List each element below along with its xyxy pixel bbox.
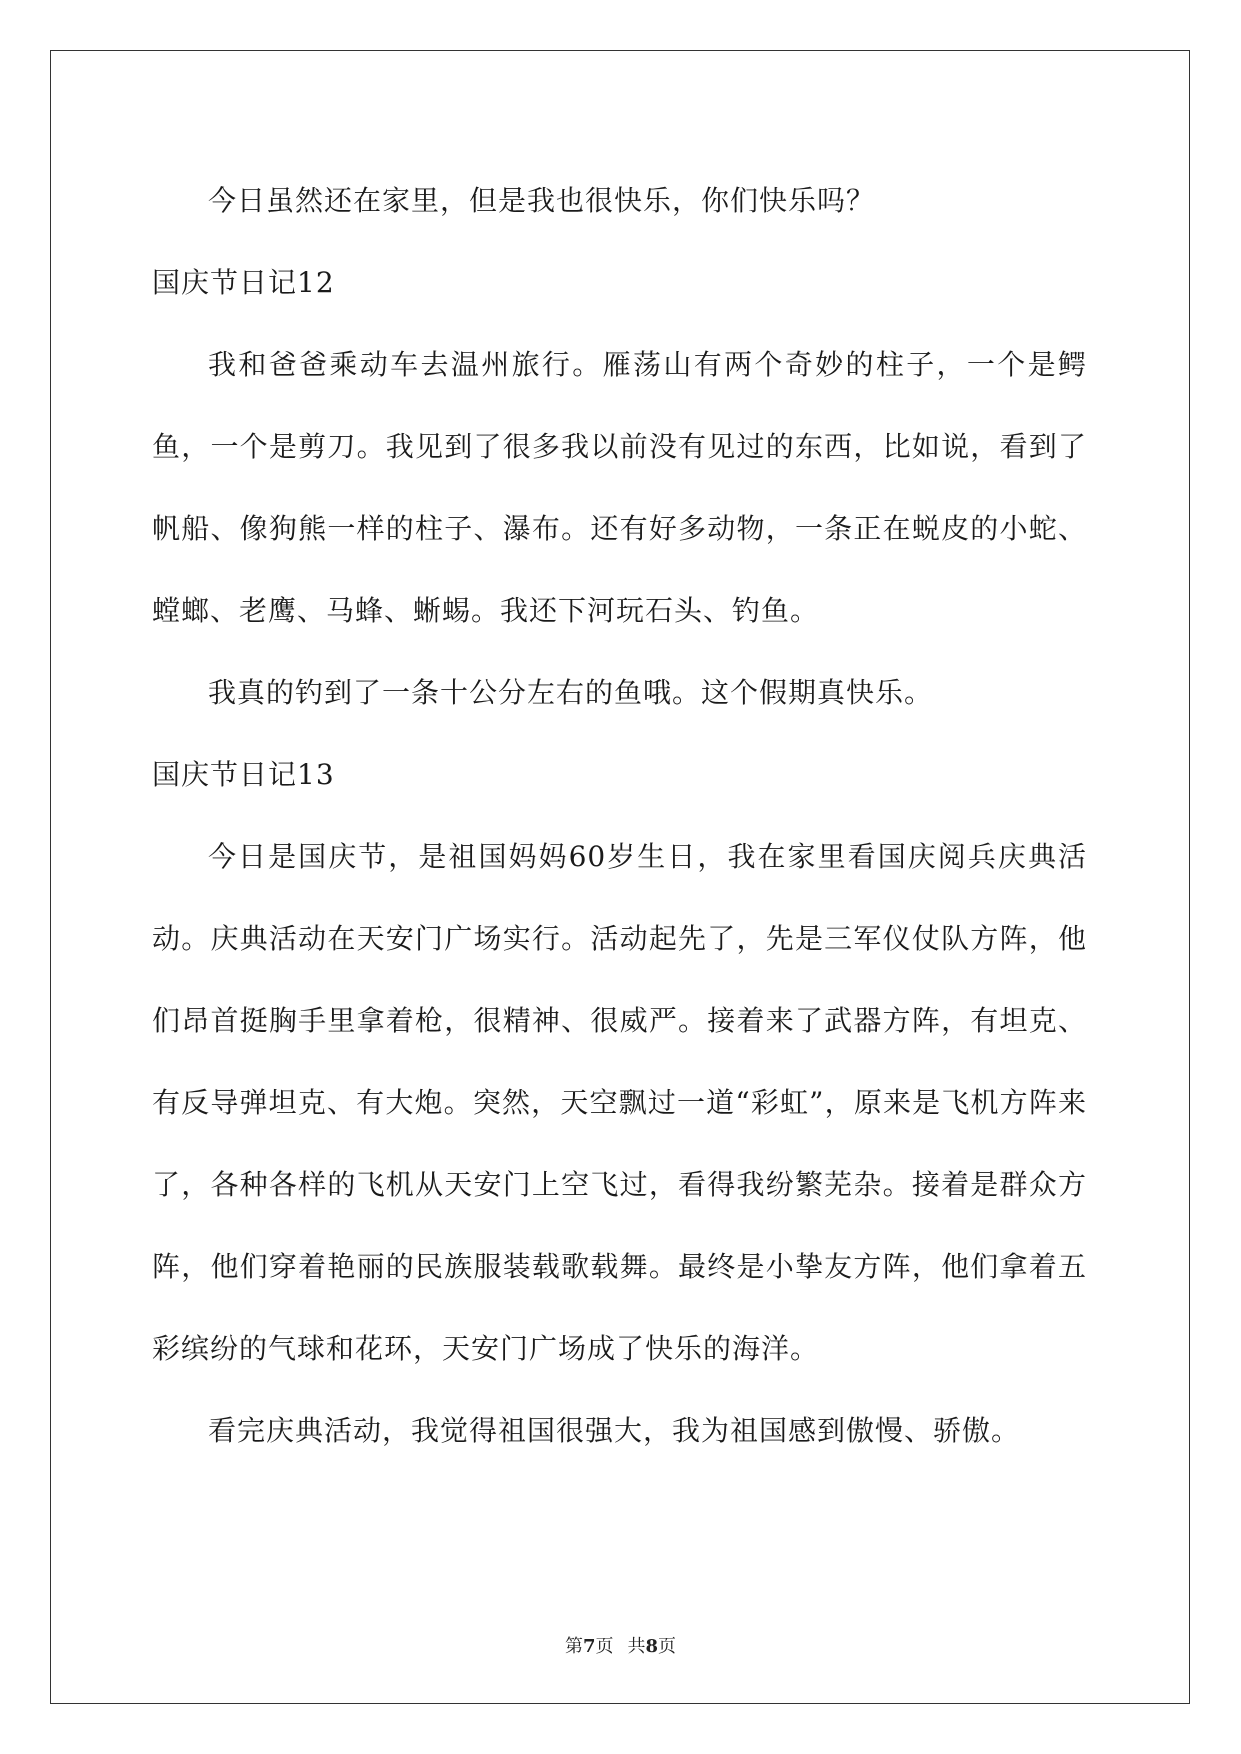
total-page-number: 8 [645, 1636, 659, 1657]
paragraph: 今日是国庆节，是祖国妈妈60岁生日，我在家里看国庆阅兵庆典活动。庆典活动在天安门广场实行。活动起先了，先是三军仪仗队方阵，他们昂首挺胸手里拿着枪，很精神、很威严。接着来了武器方阵，有坦克、有反导弹坦克、有大炮。突然，天空飘过一道“彩虹”，原来是飞机方阵来了，各种各样的飞机从天安门上空飞过，看得我纷繁芜杂。接着是群众方阵，他们穿着艳丽的民族服装载歌载舞。最终是小挚友方阵，他们拿着五彩缤纷的气球和花环，天安门广场成了快乐的海洋。 [152, 840, 1087, 1365]
current-page-number: 7 [582, 1636, 596, 1657]
paragraph: 看完庆典活动，我觉得祖国很强大，我为祖国感到傲慢、骄傲。 [208, 1414, 1021, 1447]
paragraph: 我真的钓到了一条十公分左右的鱼哦。这个假期真快乐。 [208, 676, 934, 709]
document-body [152, 160, 1087, 1472]
page-prefix: 第 [564, 1636, 583, 1657]
paragraph: 今日虽然还在家里，但是我也很快乐，你们快乐吗？ [208, 184, 876, 217]
total-suffix: 页 [658, 1636, 677, 1657]
page-suffix: 页 [595, 1636, 614, 1657]
total-prefix: 共 [627, 1636, 646, 1657]
section-heading: 国庆节日记12 [152, 266, 335, 299]
paragraph: 我和爸爸乘动车去温州旅行。雁荡山有两个奇妙的柱子，一个是鳄鱼，一个是剪刀。我见到了很多我以前没有见过的东西，比如说，看到了帆船、像狗熊一样的柱子、瀑布。还有好多动物，一条正在蜕皮的小蛇、螳螂、老鹰、马蜂、蜥蜴。我还下河玩石头、钓鱼。 [152, 348, 1087, 627]
page-footer [0, 1632, 1241, 1658]
section-heading: 国庆节日记13 [152, 758, 335, 791]
